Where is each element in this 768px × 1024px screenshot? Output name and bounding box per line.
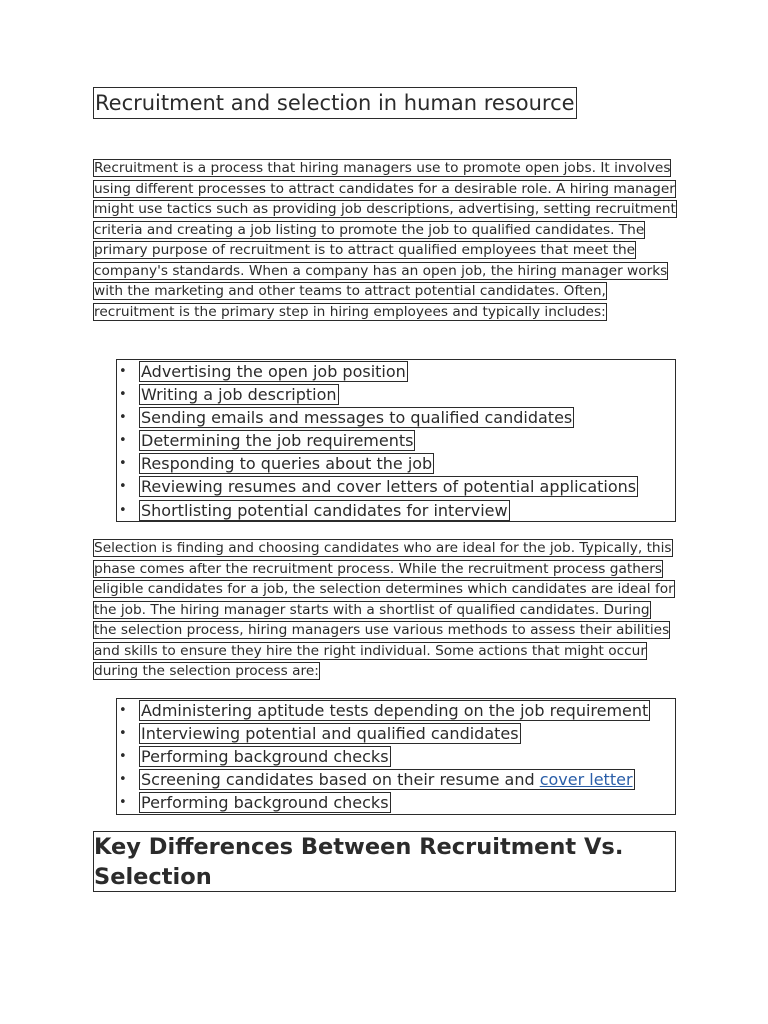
- list-item-text: Performing background checks: [141, 793, 389, 813]
- bullet-icon: •: [119, 772, 127, 788]
- list-item: [117, 452, 675, 475]
- list-item: [117, 383, 675, 406]
- list-item-text: Administering aptitude tests depending on the job requirement: [141, 701, 649, 720]
- bullet-icon: •: [119, 502, 127, 518]
- list-item: [117, 791, 675, 814]
- list-item-text: Determining the job requirements: [141, 431, 414, 451]
- list-item-text: Interviewing potential and qualified candidates: [141, 724, 519, 744]
- recruitment-paragraph-text: Recruitment is a process that hiring managers use to promote open jobs. It involves using different processes to attract candidates for a desirable role. A hiring manager might use tactics such as providing job descriptions, advertising, setting recruitment criteria and creating a job listing to promote the job to qualified candidates. The primary purpose of recruitment is to attract qualified employees that meet the company's standards. When a company has an open job, the hiring manager works with the marketing and other teams to attract potential candidates. Often, recruitment is the primary step in hiring employees and typically includes:: [94, 160, 676, 320]
- list-item-text: Sending emails and messages to qualified candidates: [141, 408, 573, 428]
- list-item: [117, 768, 675, 791]
- recruitment-paragraph: [93, 158, 676, 322]
- list-item: [117, 699, 675, 722]
- selection-paragraph: [93, 538, 676, 682]
- page-title: Recruitment and selection in human resource: [93, 87, 577, 119]
- bullet-icon: •: [119, 749, 127, 765]
- bullet-icon: •: [119, 456, 127, 472]
- list-item-text: Writing a job description: [141, 385, 337, 405]
- list-item: [117, 722, 675, 745]
- list-item: [117, 475, 675, 498]
- list-item: [117, 406, 675, 429]
- list-item-text: Advertising the open job position: [141, 362, 406, 381]
- list-item: [117, 360, 675, 383]
- list-item-text: Screening candidates based on their resume and: [141, 770, 540, 790]
- bullet-icon: •: [119, 726, 127, 742]
- selection-paragraph-text: Selection is finding and choosing candidates who are ideal for the job. Typically, this phase comes after the recruitment process. While the recruitment process gathers eligible candidates for a job, the selection determines which candidates are ideal for the job. The hiring manager starts with a shortlist of qualified candidates. During the selection process, hiring managers use various methods to assess their abilities and skills to ensure they hire the right individual. Some actions that might occur during the selection process are:: [94, 540, 674, 679]
- section-heading: Key Differences Between Recruitment Vs. Selection: [93, 831, 676, 892]
- list-item: [117, 499, 675, 522]
- bullet-icon: •: [119, 479, 127, 495]
- list-item-text: Responding to queries about the job: [141, 454, 433, 474]
- bullet-icon: •: [119, 410, 127, 426]
- bullet-icon: •: [119, 433, 127, 449]
- list-item-text: Reviewing resumes and cover letters of potential applications: [141, 477, 637, 497]
- bullet-icon: •: [119, 703, 127, 718]
- cover-letter-link[interactable]: cover letter: [539, 770, 633, 790]
- bullet-icon: •: [119, 387, 127, 403]
- bullet-icon: •: [119, 795, 127, 811]
- selection-list: [116, 698, 676, 815]
- recruitment-list: [116, 359, 676, 522]
- list-item-text: Shortlisting potential candidates for interview: [141, 500, 508, 520]
- list-item: [117, 745, 675, 768]
- list-item-text-with-link: [139, 769, 635, 790]
- list-item: [117, 429, 675, 452]
- bullet-icon: •: [119, 364, 127, 379]
- list-item-text: Performing background checks: [141, 747, 389, 767]
